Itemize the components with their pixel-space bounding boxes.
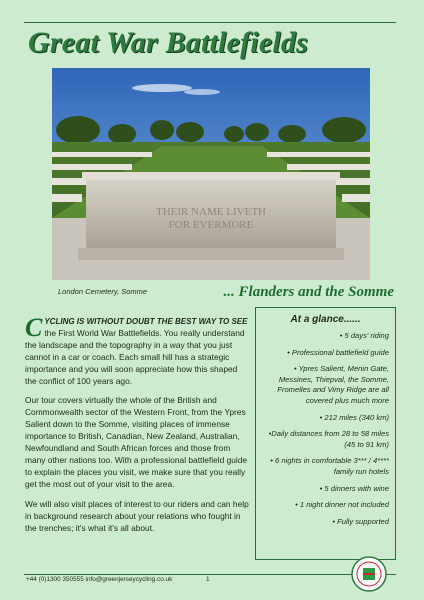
glance-item: • 5 dinners with wine [319, 483, 389, 493]
cemetery-photo [52, 68, 370, 280]
at-a-glance-box [255, 307, 396, 560]
glance-list [262, 331, 389, 527]
glance-item: • Professional battlefield guide [287, 347, 389, 357]
drop-cap: C [25, 313, 43, 342]
lead-text: YCLING IS WITHOUT DOUBT THE BEST WAY TO SEE [44, 317, 248, 326]
glance-item: • Ypres Salient, Menin Gate, Messines, Thiepval, the Somme, Fromelles and Vimy Ridge are all covered plus much more [277, 364, 389, 405]
glance-item: • 5 days' riding [339, 331, 389, 340]
paragraph-2: Our tour covers virtually the whole of the British and Commonwealth sector of the Western Front, from the Ypres Salient down to the Somme, visiting places of immense importance to British, Canadian, New Zealand, Australian, Newfoundland and South African forces and those from many other nations too. With a professional battlefield guide to explain the places you visit, we make sure that you really get the most out of your visit to the area. [25, 395, 248, 489]
paragraph-1-text: the First World War Battlefields. You really understand the landscape and the topography in a way that you just cannot in a car or coach. Each small hill has a strategic importance and you will soon appreciate how this shaped the conflict of 100 years ago. [25, 327, 245, 386]
inscription-line-1: THEIR NAME LIVETH [156, 206, 266, 218]
page-title: Great War Battlefields [28, 26, 308, 59]
glance-item: • Fully supported [332, 516, 389, 526]
paragraph-1 [25, 313, 251, 387]
glance-item: •Daily distances from 28 to 58 miles (45 to 91 km) [268, 429, 389, 449]
body-text [25, 313, 251, 542]
glance-item: • 6 nights in comfortable 3*** / 4**** family run hotels [270, 456, 389, 476]
glance-item: • 1 night dinner not included [295, 500, 389, 510]
photo-caption: London Cemetery, Somme [58, 287, 148, 296]
page-subtitle: ... Flanders and the Somme [223, 284, 394, 300]
green-jersey-logo-icon [351, 556, 387, 592]
top-rule [24, 22, 396, 23]
page-number: 1 [206, 576, 210, 583]
glance-item: • 212 miles (340 km) [319, 412, 389, 422]
footer-contact: +44 (0)1300 350555 info@greenjerseycycling.co.uk [26, 576, 173, 583]
glance-heading: At a glance...... [290, 314, 361, 325]
bottom-rule [24, 574, 396, 575]
paragraph-3: We will also visit places of interest to our riders and can help in background research about your relations who fought in the trenches; it's what it's all about. [25, 498, 249, 533]
inscription-line-2: FOR EVERMORE [168, 219, 254, 231]
